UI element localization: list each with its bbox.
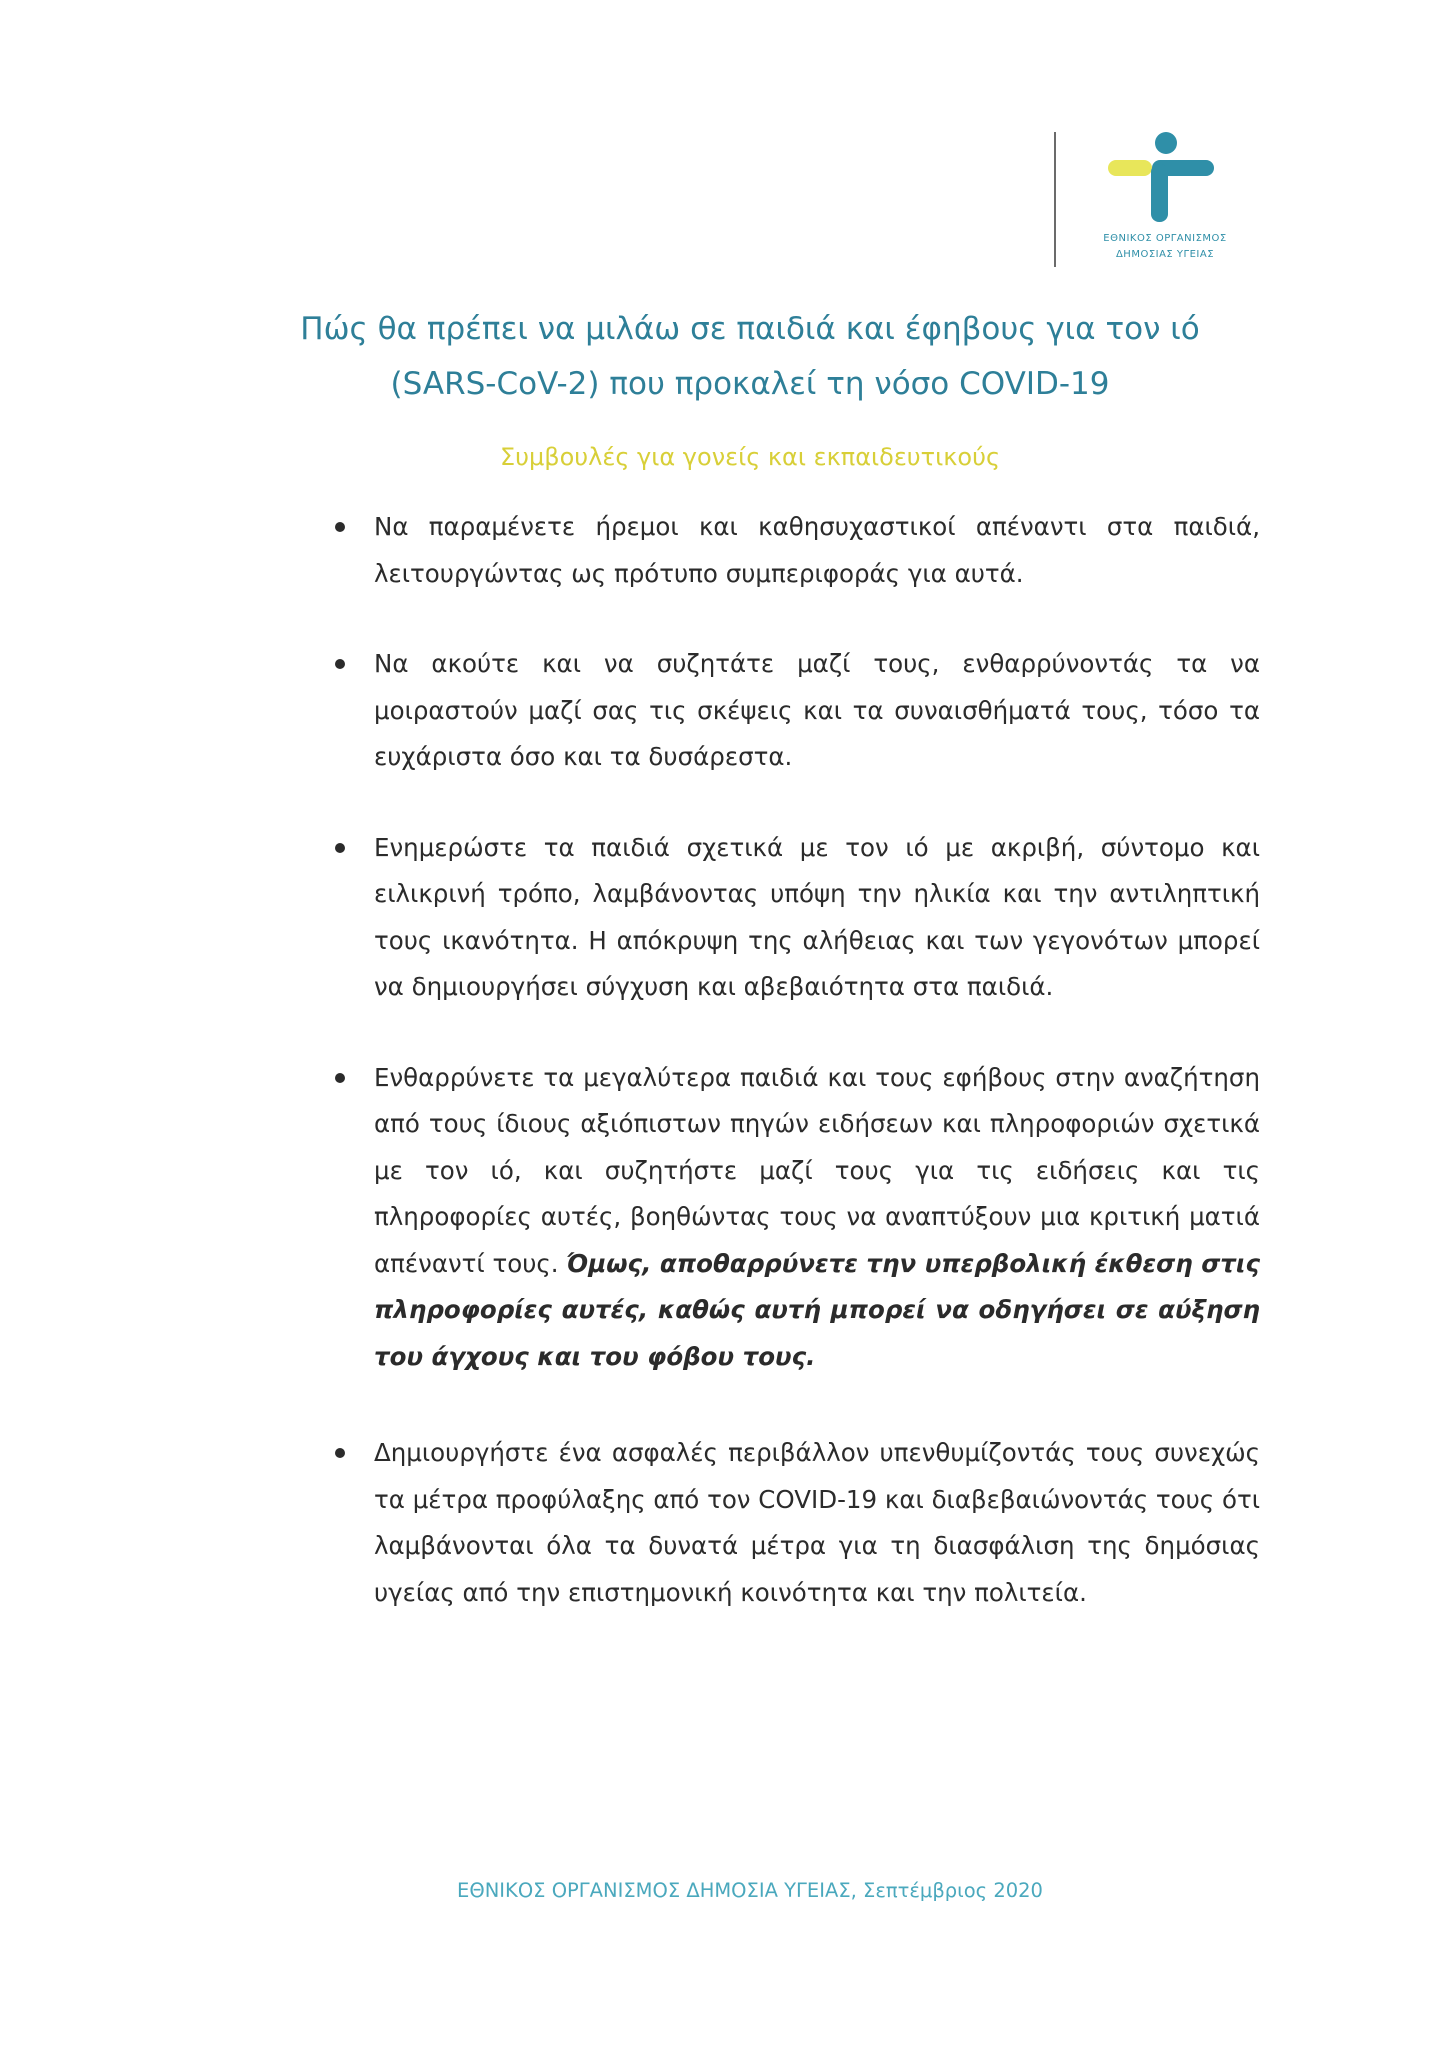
bullet-dot-icon — [335, 1073, 345, 1083]
list-item — [330, 825, 1260, 1011]
eody-cross-icon — [1102, 128, 1230, 226]
title-line-1: Πώς θα πρέπει να μιλάω σε παιδιά και έφηβους για τον ιό — [300, 311, 1200, 347]
list-item-text: Να παραμένετε ήρεμοι και καθησυχαστικοί απέναντι στα παιδιά, λειτουργώντας ως πρότυπο συμπεριφοράς για αυτά. — [374, 512, 1260, 588]
document-footer: ΕΘΝΙΚΟΣ ΟΡΓΑΝΙΣΜΟΣ ΔΗΜΟΣΙΑ ΥΓΕΙΑΣ, Σεπτέμβριος 2020 — [457, 1879, 1043, 1902]
list-item — [330, 1430, 1260, 1616]
list-item-emphasis: Όμως, αποθαρρύνετε την υπερβολική έκθεση στις πληροφορίες αυτές, καθώς αυτή μπορεί να οδηγήσει σε αύξηση του άγχους και του φόβου τους. — [374, 1248, 1260, 1371]
logo-text-line1: ΕΘΝΙΚΟΣ ΟΡΓΑΝΙΣΜΟΣ — [1103, 233, 1227, 244]
list-item — [330, 1055, 1260, 1381]
list-item — [330, 641, 1260, 781]
document-title — [250, 302, 1250, 412]
logo-divider — [1054, 132, 1056, 267]
advice-list — [330, 504, 1260, 1616]
title-line-2: (SARS-CoV-2) που προκαλεί τη νόσο COVID-19 — [390, 366, 1110, 402]
document-subtitle: Συμβουλές για γονείς και εκπαιδευτικούς — [499, 443, 1001, 471]
eody-logo — [1090, 128, 1240, 268]
list-item-text: Ενημερώστε τα παιδιά σχετικά με τον ιό με ακριβή, σύντομο και ειλικρινή τρόπο, λαμβάνοντας υπόψη την ηλικία και την αντιληπτική τους ικανότητα. Η απόκρυψη της αλήθειας και των γεγονότων μπορεί να δημιουργήσει σύγχυση και αβεβαιότητα στα παιδιά. — [374, 832, 1260, 1001]
bullet-dot-icon — [335, 843, 345, 853]
list-item-text: Δημιουργήστε ένα ασφαλές περιβάλλον υπενθυμίζοντάς τους συνεχώς τα μέτρα προφύλαξης από τον COVID-19 και διαβεβαιώνοντάς τους ότι λαμβάνονται όλα τα δυνατά μέτρα για τη διασφάλιση της δημόσιας υγείας από την επιστημονική κοινότητα και την πολιτεία. — [374, 1438, 1261, 1607]
list-item-text: Ενθαρρύνετε τα μεγαλύτερα παιδιά και τους εφήβους στην αναζήτηση από τους ίδιους αξιόπιστων πηγών ειδήσεων και πληροφοριών σχετικά με τον ιό, και συζητήστε μαζί τους για τις ειδήσεις και τις πληροφορίες αυτές, βοηθώντας τους να αναπτύξουν μια κριτική ματιά απέναντί τους. — [374, 1062, 1260, 1278]
bullet-dot-icon — [335, 659, 345, 669]
bullet-dot-icon — [335, 1448, 345, 1458]
bullet-dot-icon — [335, 522, 345, 532]
list-item-text: Να ακούτε και να συζητάτε μαζί τους, ενθαρρύνοντάς τα να μοιραστούν μαζί σας τις σκέψεις και τα συναισθήματά τους, τόσο τα ευχάριστα όσο και τα δυσάρεστα. — [374, 649, 1260, 771]
logo-text-line2: ΔΗΜΟΣΙΑΣ ΥΓΕΙΑΣ — [1115, 249, 1215, 260]
list-item — [330, 504, 1260, 597]
